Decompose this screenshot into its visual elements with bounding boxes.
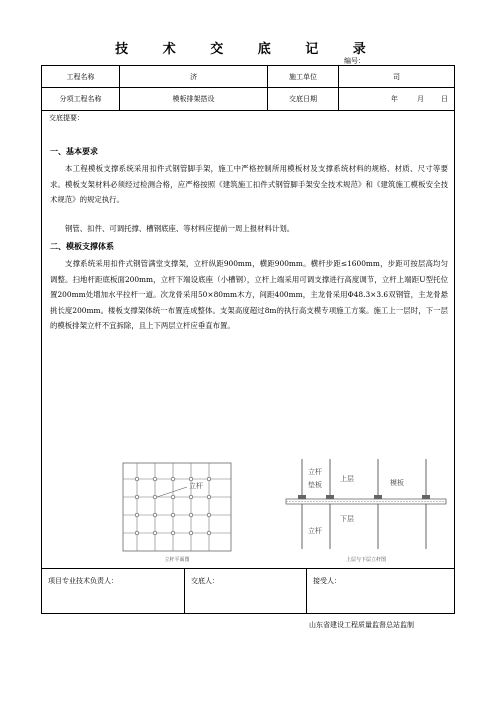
section-heading-support: 二、模板支撑体系 (50, 241, 114, 251)
subproject-row (42, 88, 454, 111)
summary-label: 交底提要： (49, 114, 84, 122)
floor-poles-figure (280, 457, 452, 569)
formwork-label: 模板 (390, 479, 404, 487)
tech-lead-field[interactable]: 项目专业技术负责人： (48, 577, 118, 585)
plan-outline (123, 463, 231, 551)
disclosure-date-label: 交底日期 (267, 88, 338, 110)
disclosure-content (42, 111, 454, 569)
construction-unit-value[interactable]: 司 (338, 66, 454, 87)
receiver-field[interactable]: 接受人： (306, 569, 454, 613)
plan-pole-label: 立杆 (189, 482, 203, 490)
date-month: 月 (417, 95, 424, 103)
disclosure-date-value[interactable] (338, 88, 454, 110)
project-name-label: 工程名称 (66, 72, 95, 81)
disclosure-form (41, 65, 455, 614)
signoff-row (42, 569, 454, 613)
subproject-name-label: 分项工程名称 (59, 95, 102, 103)
serial-number-label: 编号： (344, 57, 365, 65)
pad-label: 垫板 (308, 481, 322, 489)
date-day: 日 (441, 95, 448, 103)
subproject-name-value[interactable]: 模板排架搭设 (119, 88, 267, 110)
upper-pole-label: 立杆 (308, 468, 322, 476)
date-year: 年 (391, 95, 398, 103)
project-name-value[interactable]: 济 (119, 66, 267, 87)
floor-figure-caption: 上层与下层立杆图 (345, 557, 387, 563)
pole-plan-figure (105, 457, 255, 569)
lower-floor-label: 下层 (340, 515, 354, 523)
plan-grid (123, 463, 231, 551)
presenter-field[interactable]: 交底人： (184, 569, 306, 613)
section-basic-paragraph-2: 钢管、扣件、可调托撑、槽钢底座、等材料应提前一周上报材料计划。 (65, 224, 295, 233)
section-support-paragraph-1: 支撑系统采用扣件式钢管满堂支撑架，立杆纵距900mm，横距900mm。横杆步距≤1600mm，步距可按层高均匀调整。扫地杆距底板面200mm，立杆下端设底座（小槽钢），立杆上端采用可调支撑进行高度调节，立杆上端距U型托位置200mm处增加水平拉杆一道。次龙骨采用50×80mm木方，间距400mm，主龙骨采用Φ48.3×3.6双钢管，主龙骨悬挑长度200mm。楼板支撑架体统一布置连成整体。支架高度超过8m的执行高支模专项施工方案。施工上一层时，下一层的模板排架立杆不宜拆除，且上下两层立杆应垂直布置。 (50, 259, 448, 331)
project-row (42, 66, 454, 88)
section-heading-basic: 一、基本要求 (50, 146, 98, 156)
upper-poles (302, 459, 426, 499)
plan-caption: 立杆平面图 (164, 557, 190, 563)
document-title: 技 术 交 底 记 录 (115, 42, 381, 57)
section-basic-paragraph-1: 本工程模板支撑系统采用扣件式钢管脚手架，施工中严格控制所用模板材及支撑系统材料的规格、材质、尺寸等要求。模板支架材料必须经过检测合格，应严格按照《建筑施工扣件式钢管脚手架安全技术规范》和《建筑施工模板安全技术规范》的规定执行。 (50, 164, 448, 205)
lower-pole-label: 立杆 (308, 527, 322, 535)
issuer-footer: 山东省建设工程质量监督总站监制 (309, 621, 414, 629)
upper-floor-label: 上层 (340, 475, 354, 483)
pad-markers (298, 495, 430, 499)
construction-unit-label: 施工单位 (267, 66, 338, 87)
